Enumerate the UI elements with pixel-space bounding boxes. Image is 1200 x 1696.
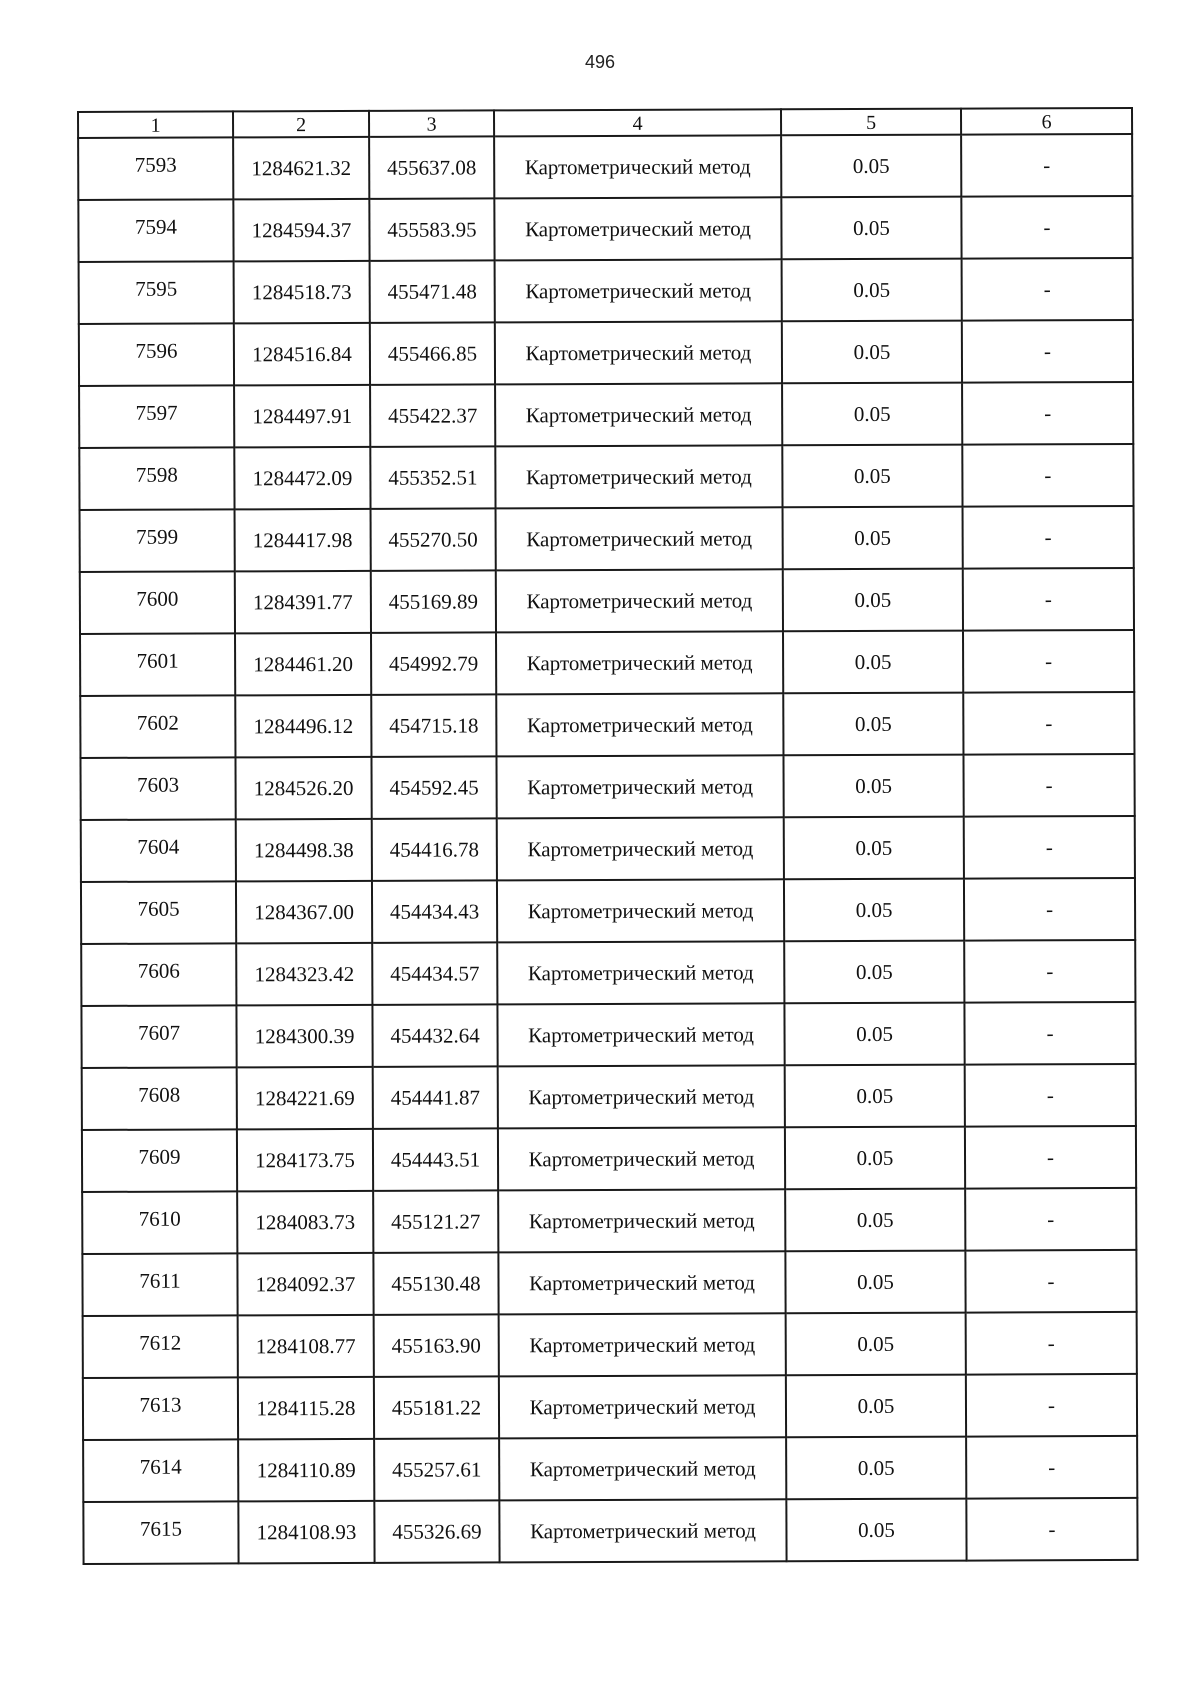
accuracy-cell: 0.05 xyxy=(784,1003,964,1066)
y-coordinate-cell: 455422.37 xyxy=(370,384,495,446)
accuracy-cell: 0.05 xyxy=(785,1251,965,1314)
x-coordinate-cell: 1284594.37 xyxy=(233,199,369,262)
y-coordinate-cell: 455121.27 xyxy=(373,1190,498,1252)
table-row xyxy=(82,1126,1136,1192)
note-cell: - xyxy=(963,568,1134,631)
table-row xyxy=(79,382,1133,448)
note-cell: - xyxy=(966,1498,1137,1561)
method-cell: Картометрический метод xyxy=(496,755,783,818)
y-coordinate-cell: 454443.51 xyxy=(373,1128,498,1190)
point-number-cell: 7593 xyxy=(78,137,233,200)
point-number-cell: 7594 xyxy=(78,199,233,262)
y-coordinate-cell: 455583.95 xyxy=(369,198,494,260)
note-cell: - xyxy=(963,754,1134,817)
table-row xyxy=(83,1498,1137,1564)
table-header xyxy=(78,108,1132,138)
note-cell: - xyxy=(964,940,1135,1003)
table-row xyxy=(80,754,1134,820)
accuracy-cell: 0.05 xyxy=(785,1065,965,1128)
accuracy-cell: 0.05 xyxy=(786,1313,966,1376)
method-cell: Картометрический метод xyxy=(497,879,784,942)
point-number-cell: 7603 xyxy=(80,757,235,820)
table-row xyxy=(81,878,1135,944)
method-cell: Картометрический метод xyxy=(495,321,782,384)
column-header: 5 xyxy=(781,109,961,136)
accuracy-cell: 0.05 xyxy=(783,693,963,756)
note-cell: - xyxy=(965,1250,1136,1313)
point-number-cell: 7607 xyxy=(81,1005,236,1068)
table-row xyxy=(80,692,1134,758)
table-row xyxy=(81,1002,1135,1068)
table-row xyxy=(78,196,1132,262)
table-row xyxy=(79,320,1133,386)
x-coordinate-cell: 1284498.38 xyxy=(236,819,372,882)
method-cell: Картометрический метод xyxy=(498,1065,785,1128)
accuracy-cell: 0.05 xyxy=(781,197,961,260)
y-coordinate-cell: 454992.79 xyxy=(371,632,496,694)
column-header: 4 xyxy=(494,109,781,136)
x-coordinate-cell: 1284391.77 xyxy=(235,571,371,634)
point-number-cell: 7598 xyxy=(79,447,234,510)
table-row xyxy=(79,258,1133,324)
point-number-cell: 7611 xyxy=(82,1253,237,1316)
y-coordinate-cell: 455352.51 xyxy=(370,446,495,508)
y-coordinate-cell: 454715.18 xyxy=(371,694,496,756)
method-cell: Картометрический метод xyxy=(499,1499,786,1562)
method-cell: Картометрический метод xyxy=(499,1437,786,1500)
column-header: 3 xyxy=(369,110,494,136)
y-coordinate-cell: 455130.48 xyxy=(373,1252,498,1314)
note-cell: - xyxy=(961,134,1132,197)
accuracy-cell: 0.05 xyxy=(785,1189,965,1252)
y-coordinate-cell: 455270.50 xyxy=(371,508,496,570)
method-cell: Картометрический метод xyxy=(499,1375,786,1438)
x-coordinate-cell: 1284526.20 xyxy=(235,757,371,820)
note-cell: - xyxy=(963,506,1134,569)
note-cell: - xyxy=(962,258,1133,321)
x-coordinate-cell: 1284173.75 xyxy=(237,1129,373,1192)
note-cell: - xyxy=(964,1002,1135,1065)
column-header: 6 xyxy=(961,108,1132,135)
point-number-cell: 7597 xyxy=(79,385,234,448)
method-cell: Картометрический метод xyxy=(494,197,781,260)
note-cell: - xyxy=(965,1188,1136,1251)
point-number-cell: 7614 xyxy=(83,1439,238,1502)
x-coordinate-cell: 1284496.12 xyxy=(235,695,371,758)
method-cell: Картометрический метод xyxy=(497,817,784,880)
method-cell: Картометрический метод xyxy=(498,1251,785,1314)
method-cell: Картометрический метод xyxy=(496,631,783,694)
x-coordinate-cell: 1284115.28 xyxy=(238,1377,374,1440)
y-coordinate-cell: 455471.48 xyxy=(370,260,495,322)
note-cell: - xyxy=(962,382,1133,445)
note-cell: - xyxy=(966,1312,1137,1375)
table-row xyxy=(83,1312,1137,1378)
method-cell: Картометрический метод xyxy=(498,1127,785,1190)
accuracy-cell: 0.05 xyxy=(783,507,963,570)
point-number-cell: 7605 xyxy=(81,881,236,944)
x-coordinate-cell: 1284108.93 xyxy=(238,1501,374,1564)
x-coordinate-cell: 1284621.32 xyxy=(233,137,369,200)
method-cell: Картометрический метод xyxy=(497,1003,784,1066)
point-number-cell: 7608 xyxy=(82,1067,237,1130)
y-coordinate-cell: 455163.90 xyxy=(374,1314,499,1376)
point-number-cell: 7615 xyxy=(83,1501,238,1564)
note-cell: - xyxy=(966,1436,1137,1499)
method-cell: Картометрический метод xyxy=(495,445,782,508)
x-coordinate-cell: 1284497.91 xyxy=(234,385,370,448)
y-coordinate-cell: 455169.89 xyxy=(371,570,496,632)
note-cell: - xyxy=(963,692,1134,755)
note-cell: - xyxy=(965,1064,1136,1127)
point-number-cell: 7600 xyxy=(80,571,235,634)
method-cell: Картометрический метод xyxy=(496,693,783,756)
point-number-cell: 7612 xyxy=(83,1315,238,1378)
method-cell: Картометрический метод xyxy=(496,569,783,632)
accuracy-cell: 0.05 xyxy=(784,941,964,1004)
table-row xyxy=(83,1436,1137,1502)
y-coordinate-cell: 454432.64 xyxy=(372,1004,497,1066)
y-coordinate-cell: 455637.08 xyxy=(369,136,494,198)
x-coordinate-cell: 1284221.69 xyxy=(237,1067,373,1130)
table-row xyxy=(80,506,1134,572)
table-row xyxy=(79,444,1133,510)
point-number-cell: 7613 xyxy=(83,1377,238,1440)
y-coordinate-cell: 454592.45 xyxy=(371,756,496,818)
point-number-cell: 7609 xyxy=(82,1129,237,1192)
point-number-cell: 7602 xyxy=(80,695,235,758)
x-coordinate-cell: 1284367.00 xyxy=(236,881,372,944)
x-coordinate-cell: 1284300.39 xyxy=(236,1005,372,1068)
accuracy-cell: 0.05 xyxy=(781,135,961,198)
point-number-cell: 7604 xyxy=(81,819,236,882)
point-number-cell: 7601 xyxy=(80,633,235,696)
table-row xyxy=(81,816,1135,882)
y-coordinate-cell: 455257.61 xyxy=(374,1438,499,1500)
method-cell: Картометрический метод xyxy=(495,259,782,322)
accuracy-cell: 0.05 xyxy=(784,817,964,880)
column-header: 2 xyxy=(233,111,369,138)
y-coordinate-cell: 455466.85 xyxy=(370,322,495,384)
accuracy-cell: 0.05 xyxy=(784,879,964,942)
method-cell: Картометрический метод xyxy=(498,1189,785,1252)
table-row xyxy=(82,1188,1136,1254)
page-number: 496 xyxy=(584,52,616,72)
method-cell: Картометрический метод xyxy=(495,383,782,446)
y-coordinate-cell: 455181.22 xyxy=(374,1376,499,1438)
accuracy-cell: 0.05 xyxy=(783,569,963,632)
point-number-cell: 7596 xyxy=(79,323,234,386)
table-row xyxy=(83,1374,1137,1440)
note-cell: - xyxy=(962,444,1133,507)
method-cell: Картометрический метод xyxy=(497,941,784,1004)
method-cell: Картометрический метод xyxy=(496,507,783,570)
table-row xyxy=(81,940,1135,1006)
accuracy-cell: 0.05 xyxy=(783,755,963,818)
x-coordinate-cell: 1284461.20 xyxy=(235,633,371,696)
accuracy-cell: 0.05 xyxy=(782,259,962,322)
table-row xyxy=(80,568,1134,634)
accuracy-cell: 0.05 xyxy=(785,1127,965,1190)
accuracy-cell: 0.05 xyxy=(782,383,962,446)
note-cell: - xyxy=(964,878,1135,941)
method-cell: Картометрический метод xyxy=(499,1313,786,1376)
note-cell: - xyxy=(966,1374,1137,1437)
accuracy-cell: 0.05 xyxy=(786,1375,966,1438)
y-coordinate-cell: 454434.57 xyxy=(372,942,497,1004)
table-row xyxy=(78,134,1132,200)
point-number-cell: 7595 xyxy=(79,261,234,324)
x-coordinate-cell: 1284323.42 xyxy=(236,943,372,1006)
method-cell: Картометрический метод xyxy=(494,135,781,198)
x-coordinate-cell: 1284516.84 xyxy=(234,323,370,386)
y-coordinate-cell: 454441.87 xyxy=(373,1066,498,1128)
coordinates-table xyxy=(77,107,1139,1565)
x-coordinate-cell: 1284083.73 xyxy=(237,1191,373,1254)
accuracy-cell: 0.05 xyxy=(782,445,962,508)
column-header: 1 xyxy=(78,111,233,138)
note-cell: - xyxy=(963,630,1134,693)
header-row xyxy=(78,108,1132,138)
y-coordinate-cell: 454416.78 xyxy=(372,818,497,880)
note-cell: - xyxy=(964,816,1135,879)
table-row xyxy=(82,1064,1136,1130)
x-coordinate-cell: 1284108.77 xyxy=(238,1315,374,1378)
x-coordinate-cell: 1284518.73 xyxy=(234,261,370,324)
accuracy-cell: 0.05 xyxy=(786,1499,966,1562)
accuracy-cell: 0.05 xyxy=(782,321,962,384)
y-coordinate-cell: 455326.69 xyxy=(374,1500,499,1562)
x-coordinate-cell: 1284472.09 xyxy=(234,447,370,510)
note-cell: - xyxy=(961,196,1132,259)
table-body xyxy=(78,134,1137,1564)
note-cell: - xyxy=(965,1126,1136,1189)
note-cell: - xyxy=(962,320,1133,383)
table-row xyxy=(80,630,1134,696)
point-number-cell: 7606 xyxy=(81,943,236,1006)
y-coordinate-cell: 454434.43 xyxy=(372,880,497,942)
accuracy-cell: 0.05 xyxy=(786,1437,966,1500)
x-coordinate-cell: 1284092.37 xyxy=(237,1253,373,1316)
accuracy-cell: 0.05 xyxy=(783,631,963,694)
x-coordinate-cell: 1284417.98 xyxy=(235,509,371,572)
point-number-cell: 7599 xyxy=(80,509,235,572)
table-row xyxy=(82,1250,1136,1316)
point-number-cell: 7610 xyxy=(82,1191,237,1254)
x-coordinate-cell: 1284110.89 xyxy=(238,1439,374,1502)
